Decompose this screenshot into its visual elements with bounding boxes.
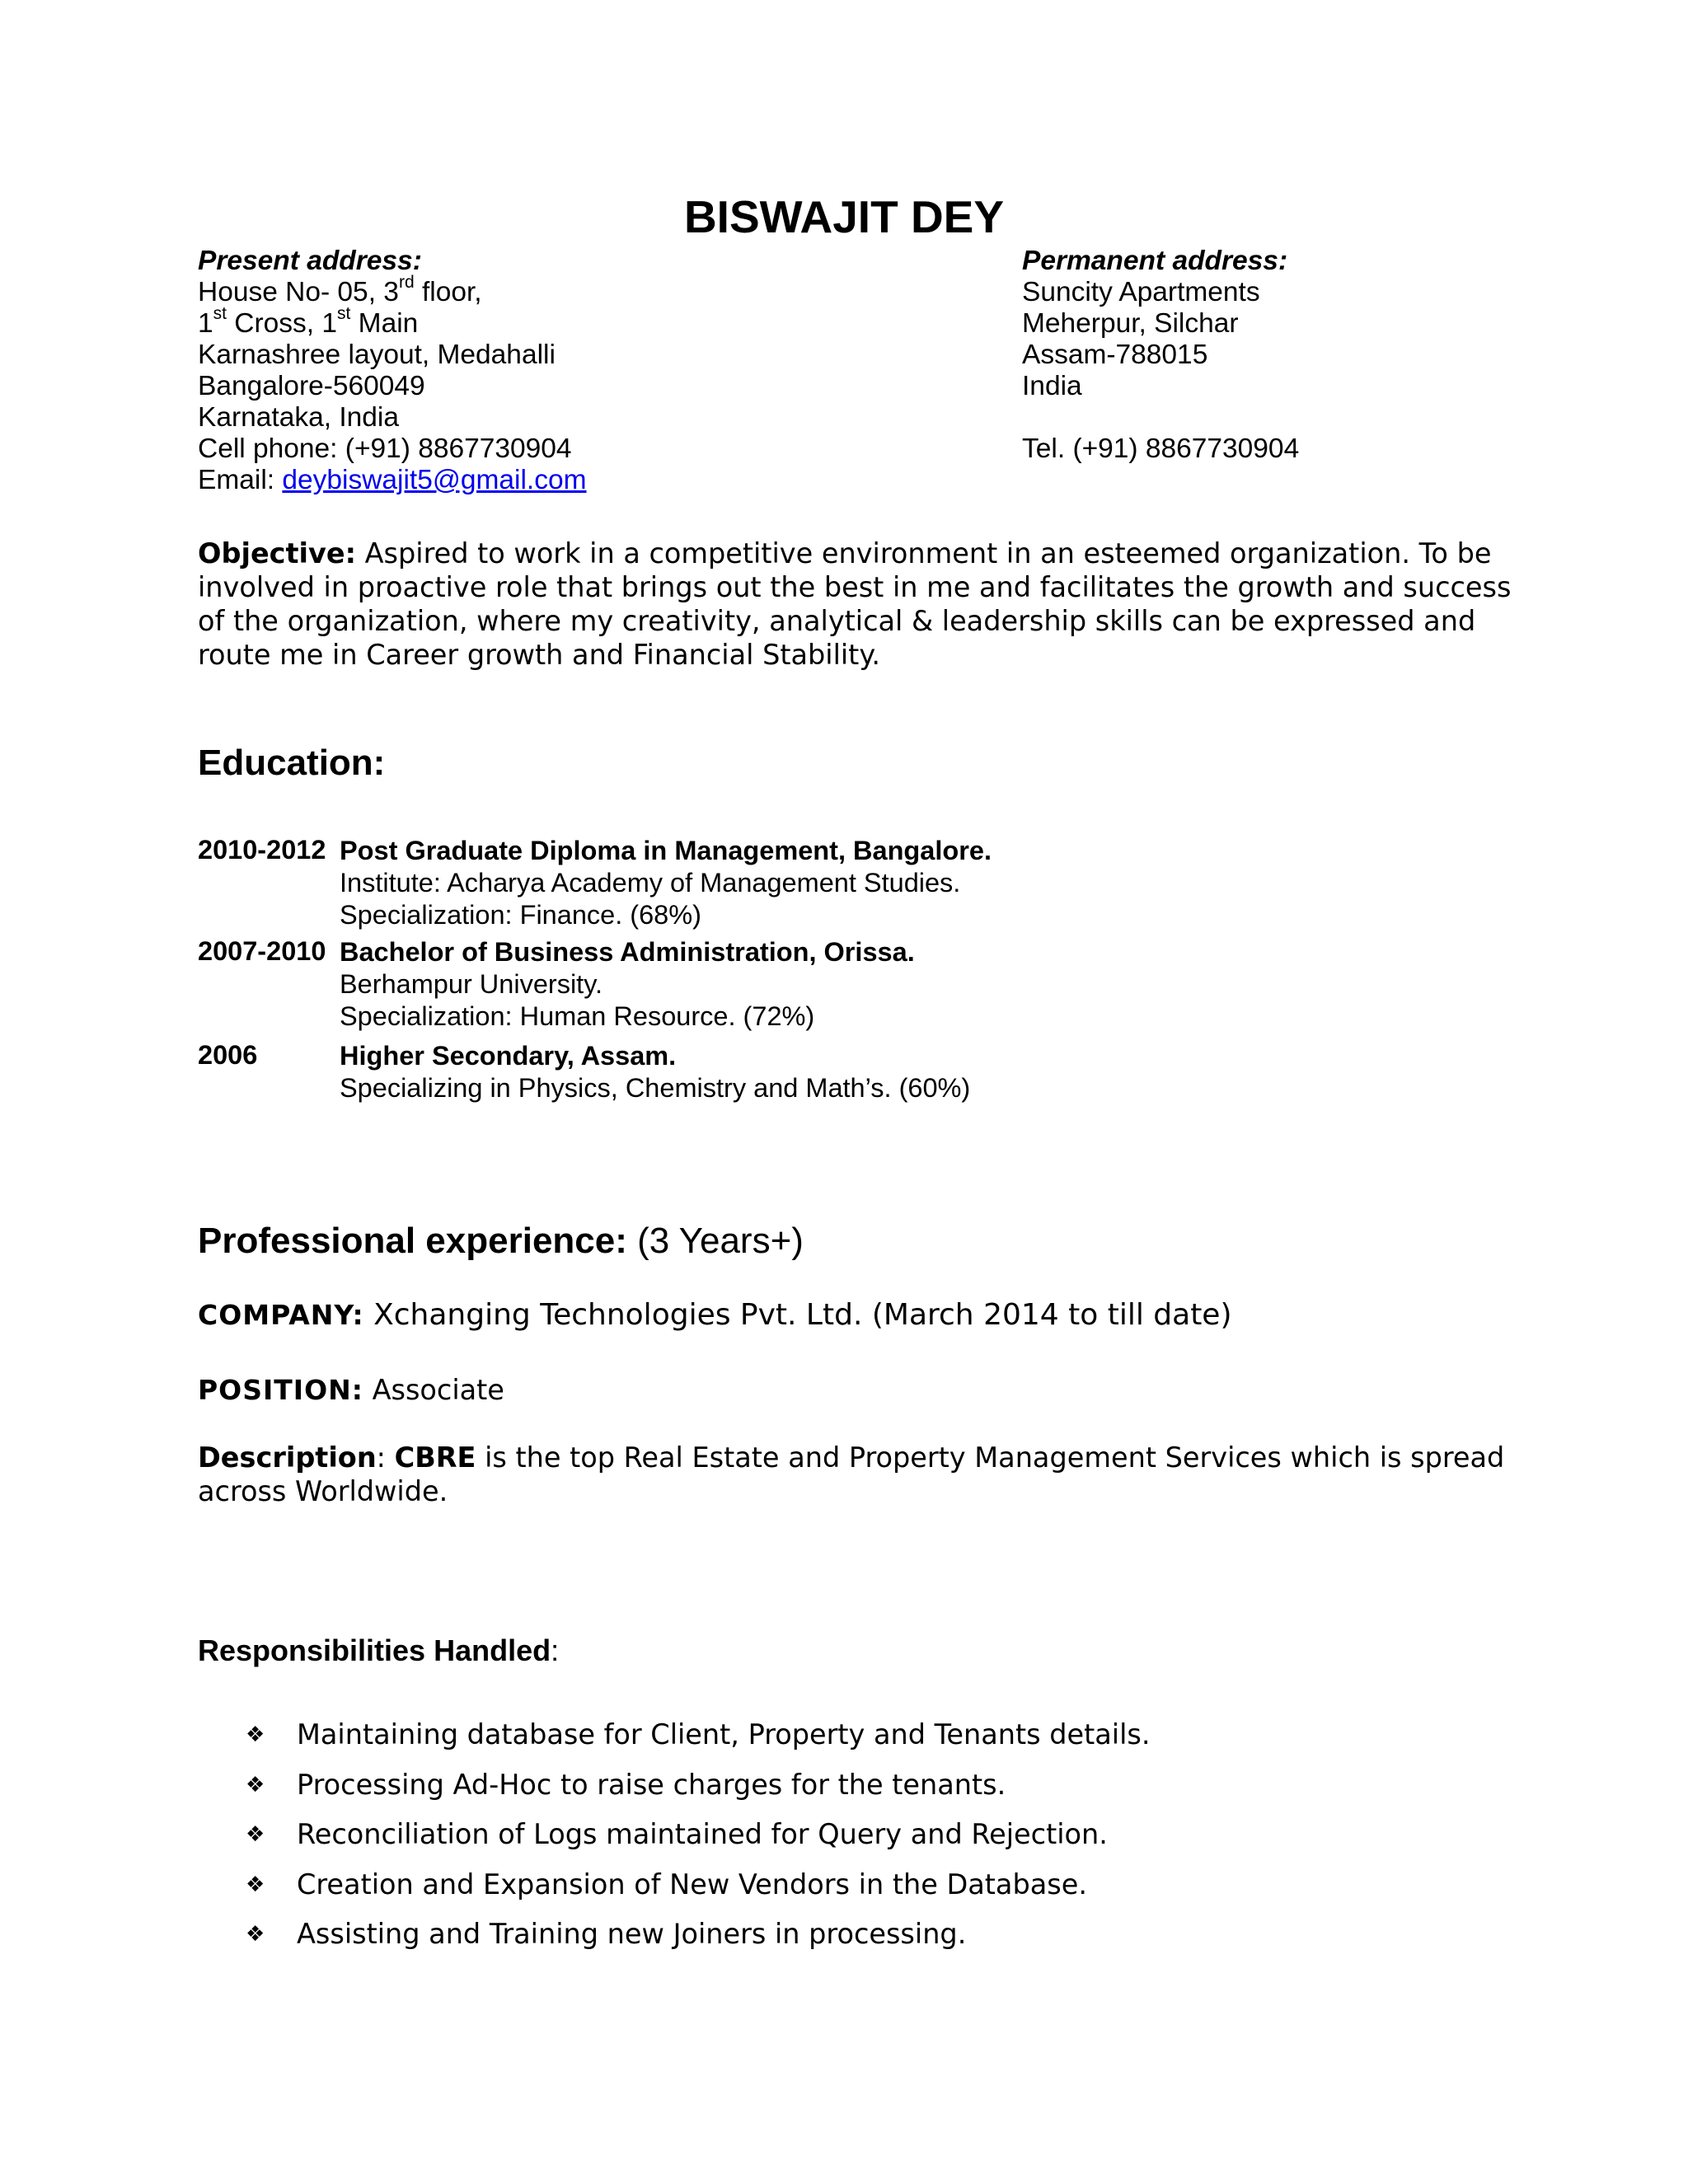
permanent-address-block bbox=[1022, 246, 1299, 465]
education-years: 2007-2010 bbox=[198, 936, 326, 966]
education-entry bbox=[198, 936, 1434, 1033]
present-address-line-5: Karnataka, India bbox=[198, 402, 399, 433]
description-label: Description bbox=[198, 1441, 377, 1474]
company-value: Xchanging Technologies Pvt. Ltd. (March 2014 to till date) bbox=[363, 1298, 1232, 1332]
present-address-block bbox=[198, 246, 587, 496]
cell-phone: Cell phone: (+91) 8867730904 bbox=[198, 434, 572, 464]
description-company: CBRE bbox=[394, 1441, 476, 1474]
objective-text: Aspired to work in a competitive environment in an esteemed organization. To be involved in proactive role that brings out the best in me and facilitates the growth and success of the organization, where my creativity, analytical & leadership skills can be expressed and route me in Career growth and Financial Stability. bbox=[198, 537, 1512, 671]
list-item bbox=[246, 1868, 1151, 1919]
list-item-text: Reconciliation of Logs maintained for Query and Rejection. bbox=[297, 1818, 1108, 1850]
diamond-bullet-icon: ❖ bbox=[246, 1922, 265, 1947]
address-text: Main bbox=[350, 308, 419, 339]
responsibilities-title: Responsibilities Handled bbox=[198, 1633, 551, 1667]
company-line bbox=[198, 1298, 1232, 1332]
address-text: 1 bbox=[198, 308, 213, 339]
responsibilities-colon: : bbox=[551, 1633, 560, 1667]
experience-heading bbox=[198, 1223, 804, 1259]
address-text: floor, bbox=[414, 277, 482, 307]
list-item-text: Creation and Expansion of New Vendors in the Database. bbox=[297, 1868, 1087, 1900]
candidate-name: BISWAJIT DEY bbox=[683, 191, 1005, 242]
education-heading: Education: bbox=[198, 743, 386, 783]
address-text: House No- 05, 3 bbox=[198, 277, 399, 307]
education-detail: Specialization: Finance. (68%) bbox=[340, 900, 701, 930]
description-text: is the top Real Estate and Property Management Services which is spread across Worldwide. bbox=[198, 1441, 1505, 1507]
permanent-address-heading: Permanent address: bbox=[1022, 246, 1288, 276]
objective-paragraph bbox=[198, 537, 1533, 672]
experience-duration: (3 Years+) bbox=[626, 1221, 804, 1261]
education-detail: Institute: Acharya Academy of Management Studies. bbox=[340, 868, 961, 898]
list-item-text: Maintaining database for Client, Property and Tenants details. bbox=[297, 1718, 1151, 1750]
position-label: POSITION: bbox=[198, 1374, 363, 1406]
permanent-address-line-2: Meherpur, Silchar bbox=[1022, 308, 1239, 339]
list-item bbox=[246, 1818, 1151, 1868]
education-degree: Post Graduate Diploma in Management, Bangalore. bbox=[340, 836, 992, 865]
ordinal-suffix: st bbox=[337, 303, 351, 323]
education-entry bbox=[198, 835, 1434, 931]
education-detail: Specializing in Physics, Chemistry and Math’s. (60%) bbox=[340, 1073, 971, 1103]
position-value: Associate bbox=[363, 1374, 504, 1406]
education-list bbox=[198, 835, 1434, 1104]
list-item bbox=[246, 1918, 1151, 1968]
email-link[interactable]: deybiswajit5@gmail.com bbox=[282, 465, 587, 495]
present-address-line-4: Bangalore-560049 bbox=[198, 371, 425, 401]
list-item-text: Assisting and Training new Joiners in processing. bbox=[297, 1918, 967, 1950]
diamond-bullet-icon: ❖ bbox=[246, 1772, 265, 1797]
permanent-address-line-1: Suncity Apartments bbox=[1022, 277, 1260, 307]
experience-title: Professional experience: bbox=[198, 1221, 627, 1261]
education-years: 2006 bbox=[198, 1040, 258, 1070]
present-address-line-1 bbox=[198, 272, 587, 308]
list-item-text: Processing Ad-Hoc to raise charges for the tenants. bbox=[297, 1768, 1006, 1801]
education-detail: Berhampur University. bbox=[340, 969, 603, 999]
email-label: Email: bbox=[198, 465, 283, 495]
diamond-bullet-icon: ❖ bbox=[246, 1722, 265, 1747]
company-label: COMPANY: bbox=[198, 1299, 364, 1331]
permanent-address-line-4: India bbox=[1022, 371, 1082, 401]
position-line bbox=[198, 1376, 504, 1404]
present-address-line-2 bbox=[198, 303, 587, 340]
diamond-bullet-icon: ❖ bbox=[246, 1872, 265, 1897]
education-degree: Higher Secondary, Assam. bbox=[340, 1041, 677, 1071]
permanent-address-line-3: Assam-788015 bbox=[1022, 340, 1208, 370]
ordinal-suffix: rd bbox=[398, 272, 415, 292]
responsibilities-list bbox=[246, 1718, 1151, 1968]
education-entry bbox=[198, 1040, 1434, 1104]
email-line bbox=[198, 465, 587, 496]
present-address-heading: Present address: bbox=[198, 246, 422, 276]
telephone: Tel. (+91) 8867730904 bbox=[1022, 434, 1300, 464]
description-separator: : bbox=[376, 1441, 395, 1474]
address-text: Cross, 1 bbox=[226, 308, 338, 339]
education-years: 2010-2012 bbox=[198, 835, 326, 865]
present-address-line-3: Karnashree layout, Medahalli bbox=[198, 340, 556, 370]
ordinal-suffix: st bbox=[213, 303, 227, 323]
list-item bbox=[246, 1718, 1151, 1769]
responsibilities-heading bbox=[198, 1633, 560, 1667]
list-item bbox=[246, 1769, 1151, 1819]
education-degree: Bachelor of Business Administration, Orissa. bbox=[340, 937, 915, 967]
diamond-bullet-icon: ❖ bbox=[246, 1822, 265, 1847]
objective-label: Objective: bbox=[198, 537, 356, 569]
education-detail: Specialization: Human Resource. (72%) bbox=[340, 1001, 815, 1031]
description-paragraph bbox=[198, 1441, 1533, 1508]
permanent-address-spacer bbox=[1022, 402, 1299, 434]
